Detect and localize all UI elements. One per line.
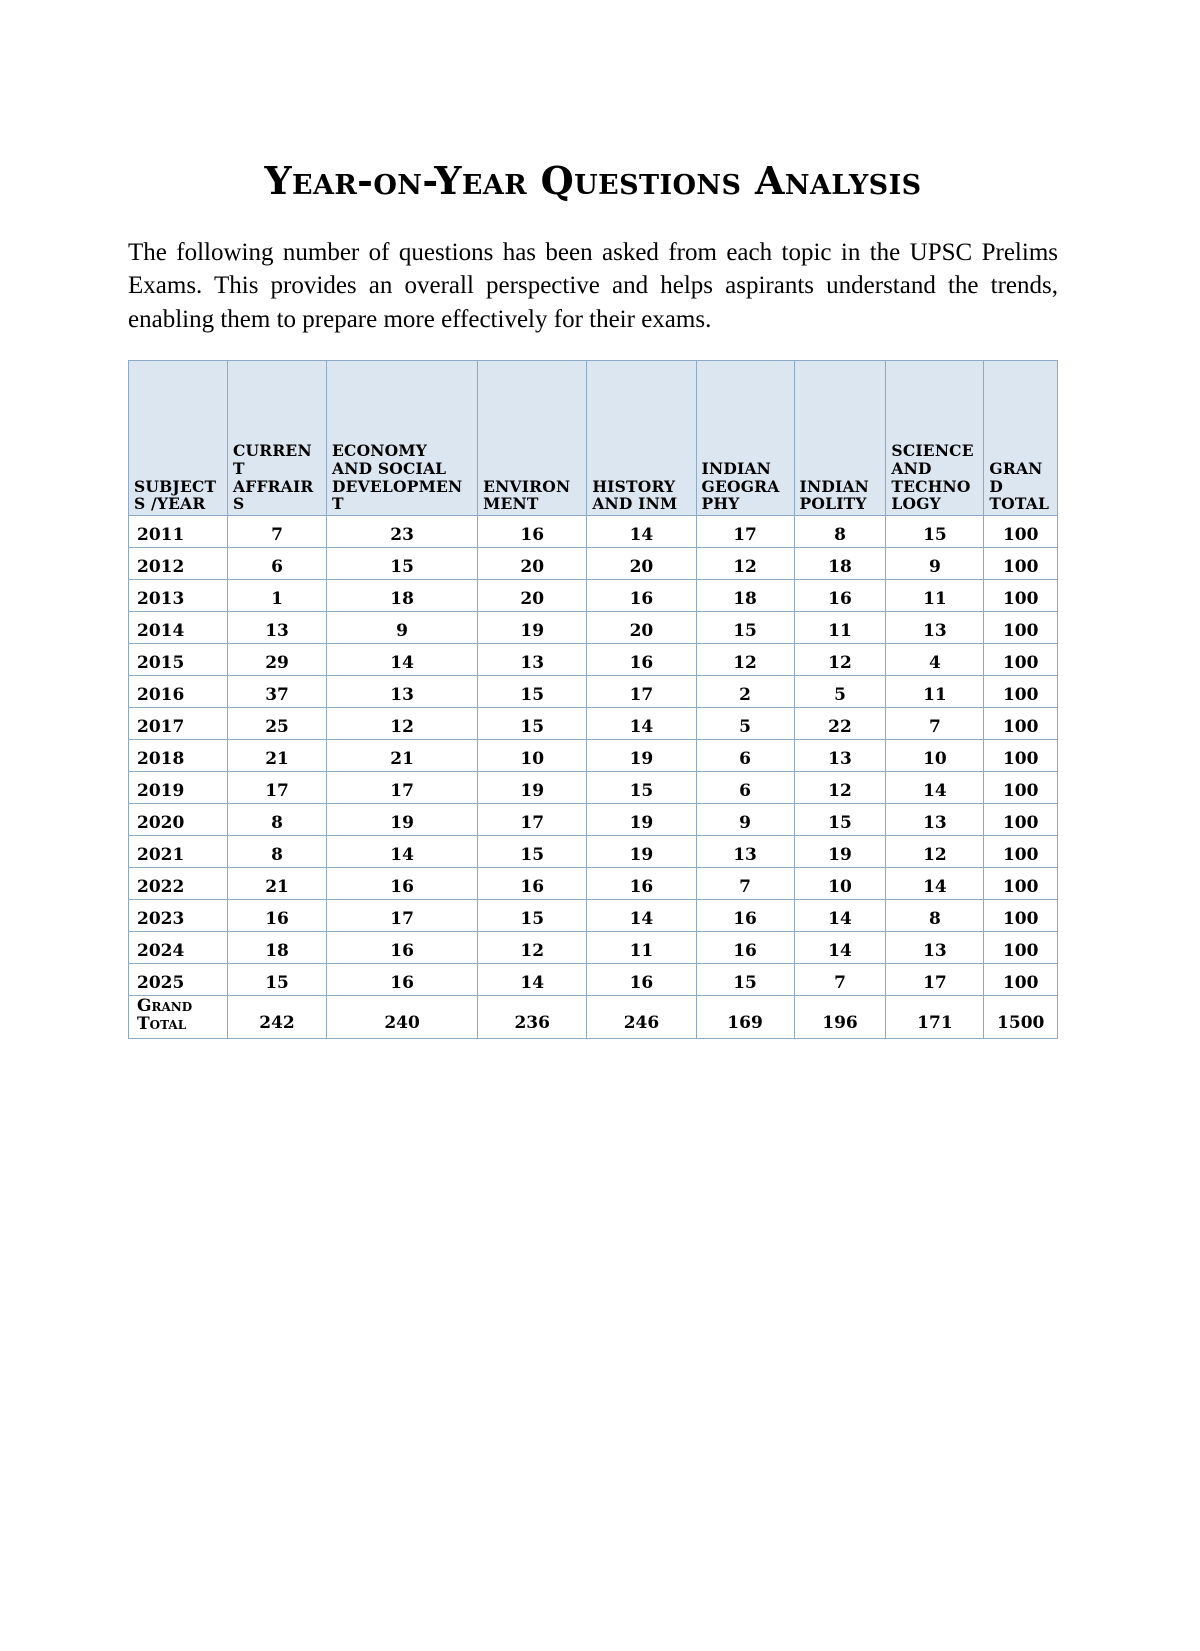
cell-indian-polity: 14: [794, 900, 886, 932]
cell-economy-social-development: 17: [327, 900, 478, 932]
cell-indian-geography: 7: [696, 868, 794, 900]
table-row: [129, 804, 1058, 836]
cell-science-technology: 14: [886, 772, 984, 804]
cell-current-affairs: 8: [228, 804, 327, 836]
cell-indian-geography: 15: [696, 612, 794, 644]
cell-science-technology: 13: [886, 932, 984, 964]
row-year: 2016: [129, 676, 228, 708]
cell-indian-geography: 5: [696, 708, 794, 740]
row-year: 2020: [129, 804, 228, 836]
cell-science-technology: 4: [886, 644, 984, 676]
total-indian-polity: 196: [794, 996, 886, 1039]
total-indian-geography: 169: [696, 996, 794, 1039]
cell-row-total: 100: [984, 516, 1058, 548]
total-current-affairs: 242: [228, 996, 327, 1039]
cell-science-technology: 14: [886, 868, 984, 900]
total-economy-social-development: 240: [327, 996, 478, 1039]
cell-economy-social-development: 14: [327, 644, 478, 676]
cell-row-total: 100: [984, 740, 1058, 772]
cell-indian-geography: 12: [696, 644, 794, 676]
cell-current-affairs: 7: [228, 516, 327, 548]
cell-current-affairs: 1: [228, 580, 327, 612]
cell-science-technology: 15: [886, 516, 984, 548]
header-economy-social-development: ECONOMY AND SOCIAL DEVELOPMENT: [327, 361, 478, 516]
row-year: 2012: [129, 548, 228, 580]
cell-row-total: 100: [984, 548, 1058, 580]
cell-indian-polity: 19: [794, 836, 886, 868]
table-row: [129, 580, 1058, 612]
cell-economy-social-development: 13: [327, 676, 478, 708]
cell-indian-polity: 14: [794, 932, 886, 964]
cell-environment: 20: [478, 548, 587, 580]
cell-science-technology: 13: [886, 612, 984, 644]
cell-row-total: 100: [984, 644, 1058, 676]
cell-history-inm: 20: [587, 548, 696, 580]
cell-economy-social-development: 19: [327, 804, 478, 836]
cell-indian-polity: 11: [794, 612, 886, 644]
cell-environment: 19: [478, 772, 587, 804]
cell-history-inm: 14: [587, 708, 696, 740]
total-history-inm: 246: [587, 996, 696, 1039]
table-header: [129, 361, 1058, 516]
cell-indian-polity: 7: [794, 964, 886, 996]
cell-row-total: 100: [984, 836, 1058, 868]
cell-current-affairs: 13: [228, 612, 327, 644]
grand-total-row: [129, 996, 1058, 1039]
cell-history-inm: 19: [587, 836, 696, 868]
table-row: [129, 932, 1058, 964]
cell-economy-social-development: 9: [327, 612, 478, 644]
row-year: 2018: [129, 740, 228, 772]
table-row: [129, 548, 1058, 580]
cell-row-total: 100: [984, 932, 1058, 964]
cell-row-total: 100: [984, 580, 1058, 612]
cell-indian-polity: 8: [794, 516, 886, 548]
cell-environment: 15: [478, 708, 587, 740]
table-row: [129, 964, 1058, 996]
row-year: 2013: [129, 580, 228, 612]
table-row: [129, 836, 1058, 868]
questions-analysis-table: [128, 360, 1058, 1039]
cell-row-total: 100: [984, 612, 1058, 644]
cell-row-total: 100: [984, 900, 1058, 932]
cell-history-inm: 19: [587, 740, 696, 772]
cell-indian-geography: 12: [696, 548, 794, 580]
cell-indian-polity: 15: [794, 804, 886, 836]
cell-indian-geography: 16: [696, 900, 794, 932]
cell-economy-social-development: 16: [327, 964, 478, 996]
cell-indian-geography: 15: [696, 964, 794, 996]
cell-science-technology: 13: [886, 804, 984, 836]
table-row: [129, 900, 1058, 932]
cell-environment: 14: [478, 964, 587, 996]
cell-economy-social-development: 15: [327, 548, 478, 580]
cell-indian-polity: 16: [794, 580, 886, 612]
cell-environment: 15: [478, 900, 587, 932]
cell-indian-polity: 10: [794, 868, 886, 900]
row-year: 2017: [129, 708, 228, 740]
cell-current-affairs: 25: [228, 708, 327, 740]
cell-environment: 15: [478, 676, 587, 708]
cell-current-affairs: 21: [228, 740, 327, 772]
cell-indian-polity: 12: [794, 644, 886, 676]
row-year: 2024: [129, 932, 228, 964]
table-row: [129, 676, 1058, 708]
row-year: 2021: [129, 836, 228, 868]
cell-current-affairs: 29: [228, 644, 327, 676]
cell-row-total: 100: [984, 964, 1058, 996]
cell-indian-polity: 5: [794, 676, 886, 708]
cell-science-technology: 17: [886, 964, 984, 996]
cell-environment: 13: [478, 644, 587, 676]
header-subjects-year: SUBJECTS /YEAR: [129, 361, 228, 516]
cell-economy-social-development: 17: [327, 772, 478, 804]
cell-science-technology: 7: [886, 708, 984, 740]
document-content: [128, 160, 1058, 1039]
row-year: 2025: [129, 964, 228, 996]
cell-environment: 12: [478, 932, 587, 964]
cell-environment: 20: [478, 580, 587, 612]
cell-current-affairs: 16: [228, 900, 327, 932]
cell-history-inm: 16: [587, 868, 696, 900]
cell-economy-social-development: 16: [327, 932, 478, 964]
cell-indian-geography: 13: [696, 836, 794, 868]
cell-row-total: 100: [984, 868, 1058, 900]
cell-economy-social-development: 14: [327, 836, 478, 868]
cell-history-inm: 20: [587, 612, 696, 644]
cell-economy-social-development: 18: [327, 580, 478, 612]
row-year: 2022: [129, 868, 228, 900]
cell-indian-polity: 13: [794, 740, 886, 772]
header-row: [129, 361, 1058, 516]
cell-indian-geography: 2: [696, 676, 794, 708]
row-year: 2019: [129, 772, 228, 804]
table-row: [129, 644, 1058, 676]
cell-current-affairs: 8: [228, 836, 327, 868]
cell-environment: 15: [478, 836, 587, 868]
cell-economy-social-development: 16: [327, 868, 478, 900]
cell-indian-polity: 18: [794, 548, 886, 580]
table-row: [129, 708, 1058, 740]
header-current-affairs: CURRENT AFFRAIRS: [228, 361, 327, 516]
total-environment: 236: [478, 996, 587, 1039]
header-science-technology: SCIENCE AND TECHNOLOGY: [886, 361, 984, 516]
intro-paragraph: The following number of questions has been asked from each topic in the UPSC Prelims Exams. This provides an overall perspective and helps aspirants understand the trends, enabling them to prepare more effectively for their exams.: [128, 238, 1058, 333]
row-year: 2023: [129, 900, 228, 932]
cell-history-inm: 16: [587, 644, 696, 676]
total-science-technology: 171: [886, 996, 984, 1039]
cell-row-total: 100: [984, 772, 1058, 804]
cell-science-technology: 8: [886, 900, 984, 932]
header-history-inm: HISTORY AND INM: [587, 361, 696, 516]
header-environment: ENVIRONMENT: [478, 361, 587, 516]
grand-total-label: Grand Total: [129, 996, 228, 1039]
row-year: 2011: [129, 516, 228, 548]
cell-environment: 10: [478, 740, 587, 772]
cell-current-affairs: 6: [228, 548, 327, 580]
cell-indian-geography: 18: [696, 580, 794, 612]
grand-total-value: 1500: [984, 996, 1058, 1039]
cell-indian-geography: 6: [696, 740, 794, 772]
cell-history-inm: 14: [587, 900, 696, 932]
cell-indian-geography: 6: [696, 772, 794, 804]
row-year: 2014: [129, 612, 228, 644]
table-body: [129, 516, 1058, 1039]
cell-row-total: 100: [984, 676, 1058, 708]
cell-indian-geography: 17: [696, 516, 794, 548]
cell-indian-polity: 12: [794, 772, 886, 804]
table-row: [129, 516, 1058, 548]
cell-science-technology: 12: [886, 836, 984, 868]
table-row: [129, 772, 1058, 804]
cell-environment: 17: [478, 804, 587, 836]
cell-science-technology: 11: [886, 580, 984, 612]
cell-history-inm: 14: [587, 516, 696, 548]
cell-current-affairs: 37: [228, 676, 327, 708]
cell-environment: 16: [478, 868, 587, 900]
cell-history-inm: 17: [587, 676, 696, 708]
cell-economy-social-development: 12: [327, 708, 478, 740]
cell-indian-polity: 22: [794, 708, 886, 740]
header-indian-polity: INDIAN POLITY: [794, 361, 886, 516]
header-grand-total: GRAND TOTAL: [984, 361, 1058, 516]
cell-history-inm: 16: [587, 964, 696, 996]
cell-economy-social-development: 21: [327, 740, 478, 772]
table-row: [129, 740, 1058, 772]
cell-history-inm: 19: [587, 804, 696, 836]
cell-science-technology: 10: [886, 740, 984, 772]
cell-history-inm: 15: [587, 772, 696, 804]
cell-indian-geography: 16: [696, 932, 794, 964]
cell-environment: 19: [478, 612, 587, 644]
cell-science-technology: 9: [886, 548, 984, 580]
row-year: 2015: [129, 644, 228, 676]
cell-current-affairs: 21: [228, 868, 327, 900]
table-row: [129, 612, 1058, 644]
cell-economy-social-development: 23: [327, 516, 478, 548]
cell-current-affairs: 18: [228, 932, 327, 964]
cell-history-inm: 16: [587, 580, 696, 612]
cell-current-affairs: 17: [228, 772, 327, 804]
cell-row-total: 100: [984, 708, 1058, 740]
cell-environment: 16: [478, 516, 587, 548]
header-indian-geography: INDIAN GEOGRAPHY: [696, 361, 794, 516]
cell-row-total: 100: [984, 804, 1058, 836]
cell-science-technology: 11: [886, 676, 984, 708]
cell-current-affairs: 15: [228, 964, 327, 996]
table-row: [129, 868, 1058, 900]
page-title: Year-on-Year Questions Analysis: [264, 158, 922, 203]
cell-history-inm: 11: [587, 932, 696, 964]
cell-indian-geography: 9: [696, 804, 794, 836]
